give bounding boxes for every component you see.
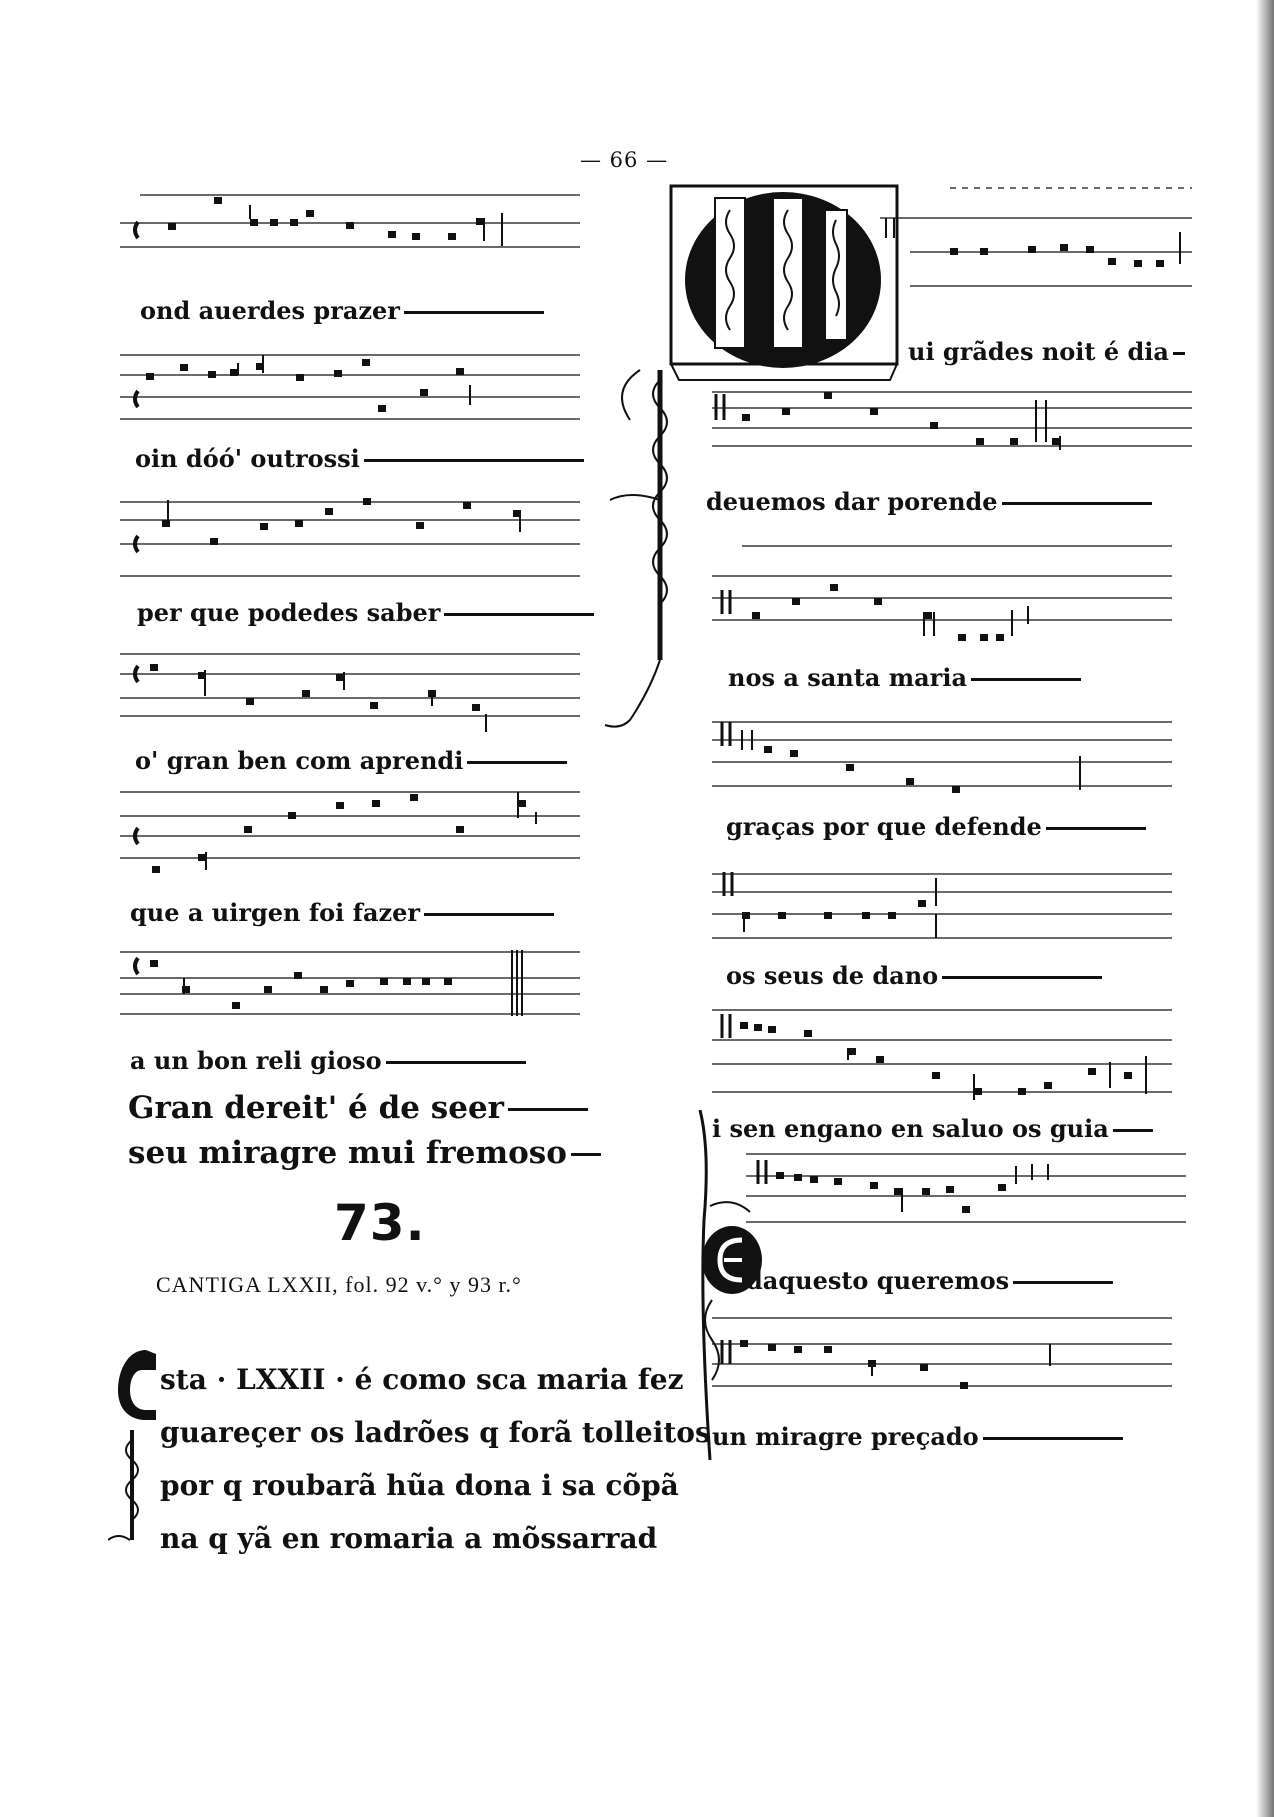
music-staff <box>712 710 1192 800</box>
music-staff <box>120 950 580 1040</box>
lyric-line: nos a santa maria <box>728 663 1081 693</box>
staff-notation <box>120 345 580 425</box>
staff-notation <box>120 488 580 588</box>
music-staff <box>880 182 1192 272</box>
music-staff <box>712 540 1192 630</box>
staff-notation <box>712 710 1192 810</box>
cantiga-number: 73. <box>334 1194 426 1252</box>
lyric-line: daquesto queremos <box>746 1266 1113 1296</box>
staff-notation <box>712 1310 1192 1420</box>
lyric-line: ond auerdes prazer <box>140 296 544 326</box>
music-staff <box>712 1310 1192 1400</box>
music-staff <box>120 654 580 744</box>
staff-notation <box>712 540 1192 640</box>
staff-notation <box>120 654 580 734</box>
prose-line: sta · LXXII · é como sca maria fez <box>160 1363 684 1396</box>
lyric-line: que a uirgen foi fazer <box>130 898 554 928</box>
music-staff <box>746 1150 1192 1240</box>
lyric-line: un miragre preçado <box>712 1422 1123 1452</box>
cantiga-prose <box>160 1353 711 1565</box>
lyric-line: deuemos dar porende <box>706 487 1152 517</box>
lyric-line: ui grãdes noit é dia <box>908 337 1185 367</box>
music-staff <box>712 380 1192 470</box>
refrain-line: Gran dereit' é de seer <box>128 1093 588 1123</box>
staff-notation <box>712 380 1192 480</box>
lyric-line: i sen engano en saluo os guia <box>712 1114 1153 1144</box>
staff-notation <box>120 792 580 882</box>
refrain-line: seu miragre mui fremoso <box>128 1138 601 1168</box>
music-staff <box>120 183 580 273</box>
staff-notation <box>880 182 1192 292</box>
music-staff <box>120 792 580 882</box>
lyric-line: a un bon reli gioso <box>130 1046 526 1076</box>
prose-line: na q yã en romaria a mõssarrad <box>160 1522 658 1555</box>
lyric-line: graças por que defende <box>726 812 1146 842</box>
page-number: — 66 — <box>580 148 669 172</box>
staff-notation <box>120 183 580 263</box>
staff-notation <box>712 858 1192 958</box>
lyric-line: os seus de dano <box>726 961 1102 991</box>
lyric-line: per que podedes saber <box>137 598 594 628</box>
music-staff <box>712 1004 1192 1094</box>
prose-line: por q roubarã hũa dona i sa cõpã <box>160 1469 679 1502</box>
decorated-initial-e <box>108 1340 164 1550</box>
music-staff <box>712 858 1192 948</box>
lyric-line: oin dóó' outrossi <box>135 444 584 474</box>
illuminated-initial-m <box>665 180 905 395</box>
music-staff <box>120 345 580 435</box>
music-staff <box>120 488 580 578</box>
cantiga-caption: CANTIGA LXXII, fol. 92 v.° y 93 r.° <box>156 1272 522 1297</box>
staff-notation <box>120 950 580 1040</box>
staff-notation <box>712 1004 1192 1114</box>
staff-notation <box>746 1150 1192 1250</box>
page-edge-shadow <box>1256 0 1274 1817</box>
lyric-line: o' gran ben com aprendi <box>135 746 567 776</box>
ornament-tail <box>600 360 680 740</box>
prose-line: guareçer os ladrões q forã tolleitos <box>160 1416 711 1449</box>
